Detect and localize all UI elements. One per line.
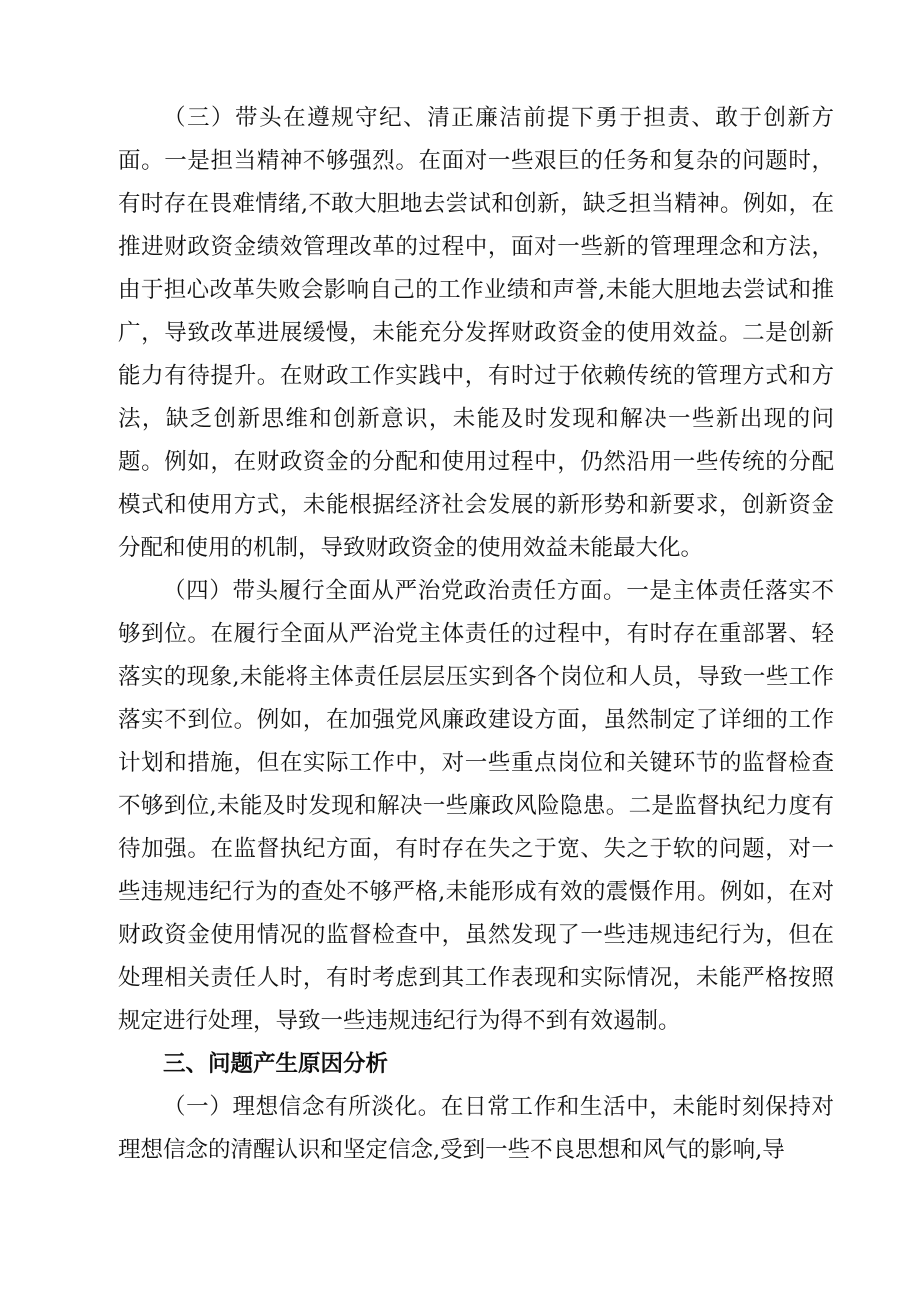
paragraph-section-3: （三）带头在遵规守纪、清正廉洁前提下勇于担责、敢于创新方面。一是担当精神不够强烈。在面对一些艰巨的任务和复杂的问题时，有时存在畏难情绪,不敢大胆地去尝试和创新，缺乏担当精神。例如，在推进财政资金绩效管理改革的过程中，面对一些新的管理理念和方法，由于担心改革失败会影响自己的工作业绩和声誉,未能大胆地去尝试和推广，导致改革进展缓慢，未能充分发挥财政资金的使用效益。二是创新能力有待提升。在财政工作实践中，有时过于依赖传统的管理方式和方法，缺乏创新思维和创新意识，未能及时发现和解决一些新出现的问题。例如，在财政资金的分配和使用过程中，仍然沿用一些传统的分配模式和使用方式，未能根据经济社会发展的新形势和新要求，创新资金分配和使用的机制，导致财政资金的使用效益未能最大化。 (118, 105, 834, 561)
paragraph-section-4: （四）带头履行全面从严治党政治责任方面。一是主体责任落实不够到位。在履行全面从严治党主体责任的过程中，有时存在重部署、轻落实的现象,未能将主体责任层层压实到各个岗位和人员，导致一些工作落实不到位。例如，在加强党风廉政建设方面，虽然制定了详细的工作计划和措施，但在实际工作中，对一些重点岗位和关键环节的监督检查不够到位,未能及时发现和解决一些廉政风险隐患。二是监督执纪力度有待加强。在监督执纪方面，有时存在失之于宽、失之于软的问题，对一些违规违纪行为的查处不够严格,未能形成有效的震慑作用。例如，在对财政资金使用情况的监督检查中，虽然发现了一些违规违纪行为，但在处理相关责任人时，有时考虑到其工作表现和实际情况，未能严格按照规定进行处理，导致一些违规违纪行为得不到有效遏制。 (118, 578, 834, 1034)
document-body (118, 97, 834, 1172)
paragraph-cause-1: （一）理想信念有所淡化。在日常工作和生活中，未能时刻保持对理想信念的清醒认识和坚定信念,受到一些不良思想和风气的影响,导 (118, 1094, 834, 1163)
heading-cause-analysis: 三、问题产生原因分析 (163, 1051, 389, 1077)
